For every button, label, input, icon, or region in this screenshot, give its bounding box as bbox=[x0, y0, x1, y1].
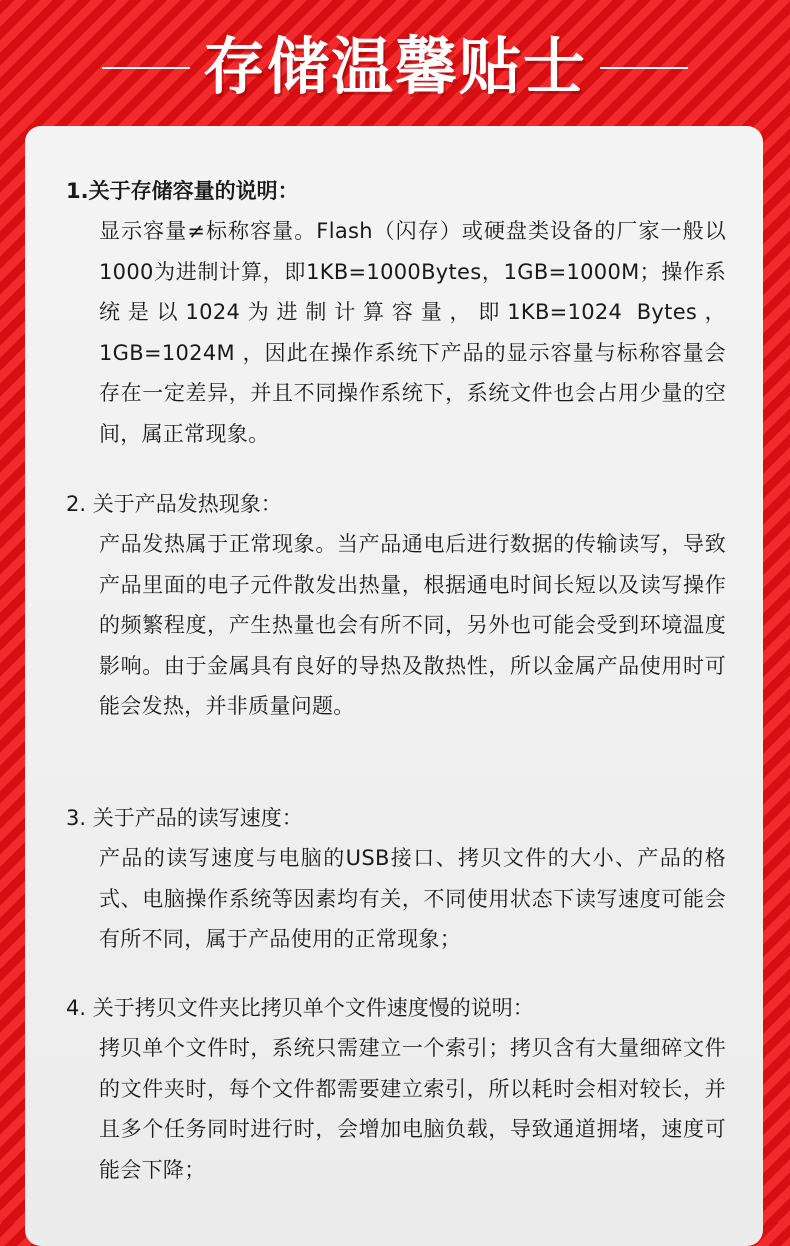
section-body: 拷贝单个文件时，系统只需建立一个索引；拷贝含有大量细碎文件的文件夹时，每个文件都需要建立索引，所以耗时会相对较长，并且多个任务同时进行时，会增加电脑负载，导致通道拥堵，速度可能会下降； bbox=[99, 1036, 726, 1182]
section-heading: 1.关于存储容量的说明： bbox=[66, 179, 299, 203]
section-body: 产品的读写速度与电脑的USB接口、拷贝文件的大小、产品的格式、电脑操作系统等因素均有关，不同使用状态下读写速度可能会有所不同，属于产品使用的正常现象； bbox=[99, 846, 726, 951]
section-heading: 4. 关于拷贝文件夹比拷贝单个文件速度慢的说明： bbox=[66, 996, 534, 1020]
tip-section-speed bbox=[66, 798, 726, 960]
header bbox=[0, 0, 790, 130]
tip-section-copy-folder bbox=[66, 988, 726, 1190]
section-heading: 2. 关于产品发热现象： bbox=[66, 492, 282, 516]
section-body: 产品发热属于正常现象。当产品通电后进行数据的传输读写，导致产品里面的电子元件散发出热量，根据通电时间长短以及读写操作的频繁程度，产生热量也会有所不同，另外也可能会受到环境温度影响。由于金属具有良好的导热及散热性，所以金属产品使用时可能会发热，并非质量问题。 bbox=[99, 532, 726, 718]
section-heading: 3. 关于产品的读写速度： bbox=[66, 806, 303, 830]
title-divider-left bbox=[102, 67, 190, 69]
tip-section-capacity bbox=[66, 171, 726, 454]
page-title: 存储温馨贴士 bbox=[202, 30, 587, 103]
tip-section-heat bbox=[66, 484, 726, 727]
section-body: 显示容量≠标称容量。Flash（闪存）或硬盘类设备的厂家一般以1000为进制计算，即1KB=1000Bytes，1GB=1000M；操作系统是以1024为进制计算容量，即1KB=1024 Bytes，1GB=1024M ，因此在操作系统下产品的显示容量与标称容量会存在一定差异，并且不同操作系统下，系统文件也会占用少量的空间，属正常现象。 bbox=[99, 219, 726, 446]
title-divider-right bbox=[600, 67, 688, 69]
